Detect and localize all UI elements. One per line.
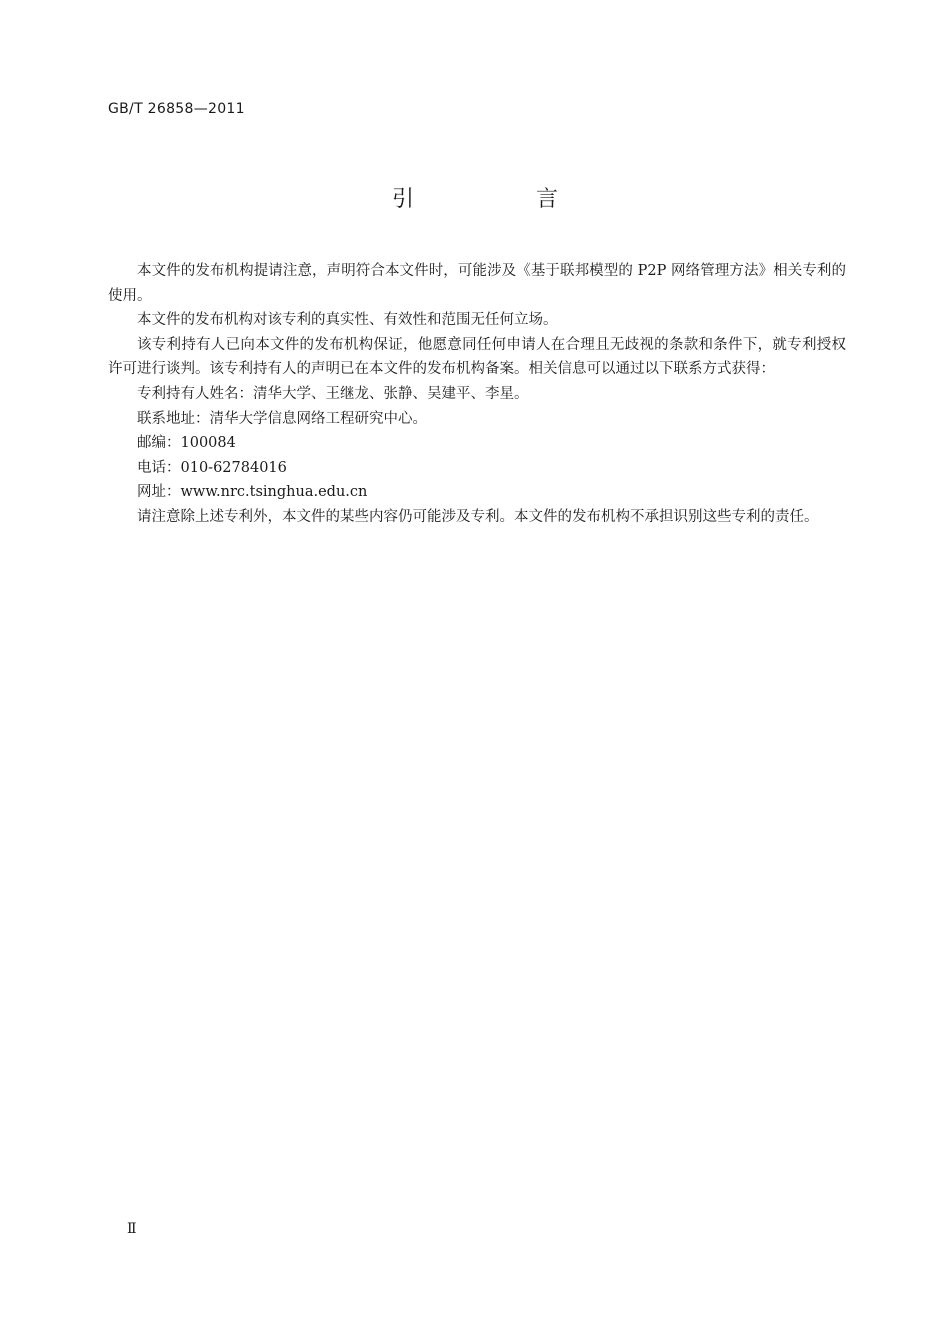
body-text [108, 259, 846, 530]
paragraph-other-patents: 请注意除上述专利外，本文件的某些内容仍可能涉及专利。本文件的发布机构不承担识别这些专利的责任。 [137, 508, 819, 525]
paragraph-postcode: 邮编：100084 [137, 435, 236, 452]
paragraph-phone: 电话：010-62784016 [137, 459, 287, 476]
paragraph-patent-notice: 本文件的发布机构提请注意，声明符合本文件时，可能涉及《基于联邦模型的 P2P 网络管理方法》相关专利的使用。 [108, 263, 846, 304]
section-title: 引 言 [391, 187, 608, 212]
paragraph-no-position: 本文件的发布机构对该专利的真实性、有效性和范围无任何立场。 [137, 312, 558, 329]
paragraph-holder-guarantee: 该专利持有人已向本文件的发布机构保证，他愿意同任何申请人在合理且无歧视的条款和条件下，就专利授权许可进行谈判。该专利持有人的声明已在本文件的发布机构备案。相关信息可以通过以下联系方式获得： [108, 336, 846, 378]
paragraph-website: 网址：www.nrc.tsinghua.edu.cn [137, 484, 368, 501]
paragraph-address: 联系地址：清华大学信息网络工程研究中心。 [137, 410, 427, 427]
paragraph-holder-names: 专利持有人姓名：清华大学、王继龙、张静、吴建平、李星。 [137, 385, 529, 402]
page-number: Ⅱ [127, 1221, 137, 1237]
standard-code: GB/T 26858—2011 [108, 101, 245, 117]
